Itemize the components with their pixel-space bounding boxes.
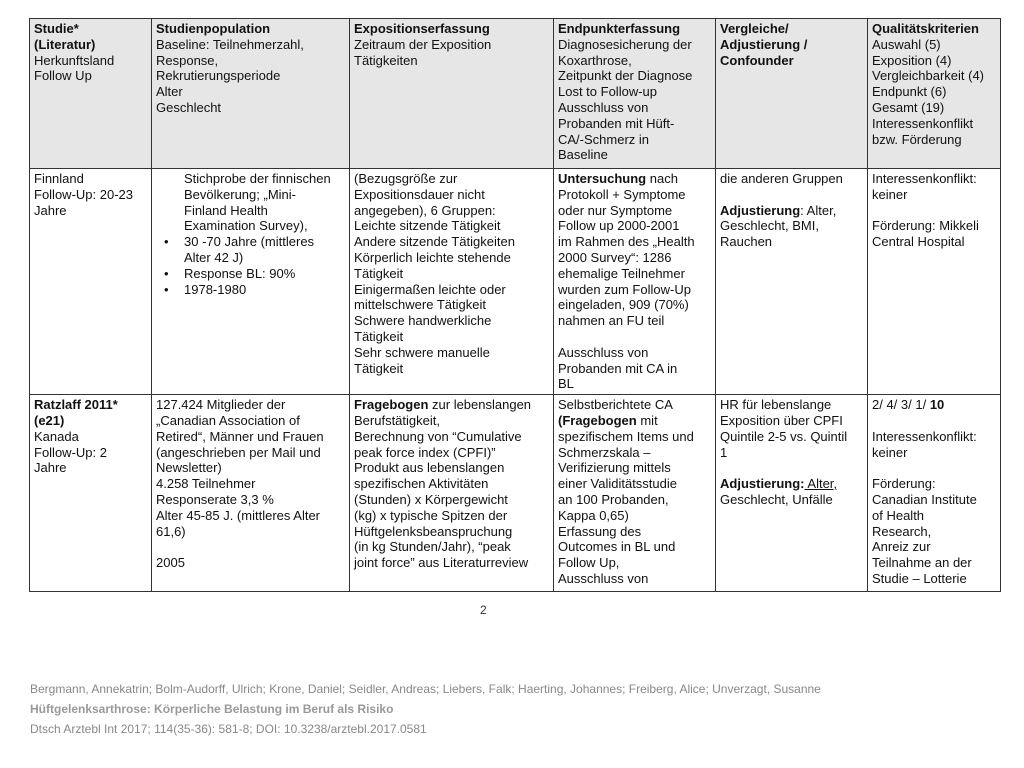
- page-number: 2: [480, 603, 487, 617]
- header-cell-study: Studie* (Literatur) Herkunftsland Follow Up: [30, 19, 152, 169]
- cell-endpoint: Selbstberichtete CA (Fragebogen mit spezifischem Items und Schmerzskala – Verifizierung mittels einer Validitätsstudie an 100 Probanden, Kappa 0,65) Erfassung des Outcomes in BL und Follow Up, Ausschluss von: [554, 395, 716, 592]
- cell-exposure: (Bezugsgröße zur Expositionsdauer nicht angegeben), 6 Gruppen: Leichte sitzende Tätigkeit Andere sitzende Tätigkeiten Körperlich leichte stehende Tätigkeit Einigermaßen leichte oder mittelschwere Tätigkeit Schwere handwerkliche Tätigkeit Sehr schwere manuelle Tätigkeit: [350, 169, 554, 395]
- footer-citation: Dtsch Arztebl Int 2017; 114(35-36): 581-8; DOI: 10.3238/arztebl.2017.0581: [30, 722, 427, 736]
- cell-population: 127.424 Mitglieder der „Canadian Association of Retired“, Männer und Frauen (angeschrieben per Mail und Newsletter) 4.258 Teilnehmer Responserate 3,3 % Alter 45-85 J. (mittleres Alter 61,6) 2005: [152, 395, 350, 592]
- table-row: [30, 395, 1001, 592]
- study-table: [29, 18, 1001, 592]
- header-cell-comparison: Vergleiche/ Adjustierung / Confounder: [716, 19, 868, 169]
- citation-footer: [30, 679, 821, 739]
- list-item: • 1978-1980: [184, 282, 345, 298]
- header-cell-exposure: Expositionserfassung Zeitraum der Exposition Tätigkeiten: [350, 19, 554, 169]
- list-item: • Response BL: 90%: [184, 266, 345, 282]
- cell-comparison: die anderen Gruppen Adjustierung: Alter, Geschlecht, BMI, Rauchen: [716, 169, 868, 395]
- header-cell-quality: Qualitätskriterien Auswahl (5) Exposition (4) Vergleichbarkeit (4) Endpunkt (6) Gesamt (19) Interessenkonflikt bzw. Förderung: [868, 19, 1001, 169]
- cell-study: Finnland Follow-Up: 20-23 Jahre: [30, 169, 152, 395]
- table-row: [30, 169, 1001, 395]
- cell-population: [152, 169, 350, 395]
- cell-comparison: HR für lebenslange Exposition über CPFI Quintile 2-5 vs. Quintil 1 Adjustierung: Alter, Geschlecht, Unfälle: [716, 395, 868, 592]
- header-cell-endpoint: Endpunkterfassung Diagnosesicherung der Koxarthrose, Zeitpunkt der Diagnose Lost to Follow-up Ausschluss von Probanden mit Hüft- CA/-Schmerz in Baseline: [554, 19, 716, 169]
- footer-authors: Bergmann, Annekatrin; Bolm-Audorff, Ulrich; Krone, Daniel; Seidler, Andreas; Liebers, Falk; Haerting, Johannes; Freiberg, Alice; Unverzagt, Susanne: [30, 682, 821, 696]
- table-header-row: [30, 19, 1001, 169]
- population-list: Stichprobe der finnischen Bevölkerung; „Mini- Finland Health Examination Survey), • 30 -70 Jahre (mittleres Alter 42 J) • Response BL: 90% • 1978-1980: [156, 171, 345, 297]
- list-item: • 30 -70 Jahre (mittleres Alter 42 J): [184, 234, 345, 266]
- header-cell-population: Studienpopulation Baseline: Teilnehmerzahl, Response, Rekrutierungsperiode Alter Geschlecht: [152, 19, 350, 169]
- footer-title: Hüftgelenksarthrose: Körperliche Belastung im Beruf als Risiko: [30, 702, 394, 716]
- cell-quality: Interessenkonflikt: keiner Förderung: Mikkeli Central Hospital: [868, 169, 1001, 395]
- cell-quality: 2/ 4/ 3/ 1/ 10 Interessenkonflikt: keiner Förderung: Canadian Institute of Health Research, Anreiz zur Teilnahme an der Studie – Lotterie: [868, 395, 1001, 592]
- cell-endpoint: Untersuchung nach Protokoll + Symptome oder nur Symptome Follow up 2000-2001 im Rahmen des „Health 2000 Survey“: 1286 ehemalige Teilnehmer wurden zum Follow-Up eingeladen, 909 (70%) nahmen an FU teil Ausschluss von Probanden mit CA in BL: [554, 169, 716, 395]
- cell-study: Ratzlaff 2011* (e21) Kanada Follow-Up: 2 Jahre: [30, 395, 152, 592]
- cell-exposure: Fragebogen zur lebenslangen Berufstätigkeit, Berechnung von “Cumulative peak force index (CPFI)” Produkt aus lebenslangen spezifischen Aktivitäten (Stunden) x Körpergewicht (kg) x typische Spitzen der Hüftgelenksbeanspruchung (in kg Stunden/Jahr), “peak joint force” aus Literaturreview: [350, 395, 554, 592]
